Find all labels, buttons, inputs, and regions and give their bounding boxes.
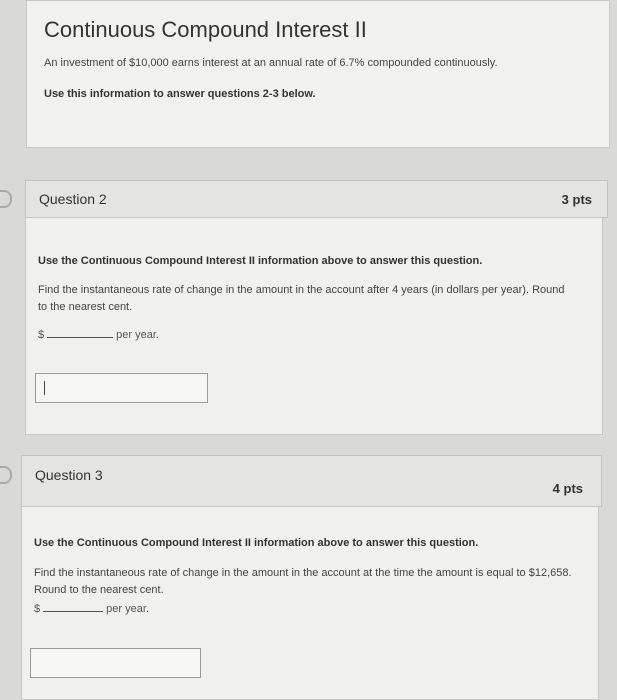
question-3-answer-input[interactable] [30,648,201,678]
question-2-answer-input[interactable] [35,373,208,403]
question-2-title: Question 2 [39,191,107,207]
question-2-points: 3 pts [561,192,592,207]
intro-card [26,0,610,148]
question-2-unit: per year. [116,329,159,341]
question-2-dollar-sign: $ [38,329,45,341]
question-2-text: Find the instantaneous rate of change in the amount in the account after 4 years (in dollars per year). Round to the nearest cent. [38,284,565,313]
question-2-flag-icon[interactable] [0,190,12,208]
question-3-instruction: Use the Continuous Compound Interest II information above to answer this question. [34,537,479,549]
intro-title: Continuous Compound Interest II [44,17,367,42]
intro-text: An investment of $10,000 earns interest at an annual rate of 6.7% compounded continuously. [44,57,498,69]
question-3-flag-icon[interactable] [0,466,12,484]
question-2-header [25,180,608,218]
question-3-text: Find the instantaneous rate of change in the amount in the account at the time the amount is equal to $12,658. Round to the nearest cent. [34,567,572,596]
question-2-body [25,217,603,435]
question-3-title: Question 3 [35,467,103,483]
question-3-body [21,506,599,700]
question-3-blank [34,603,149,615]
intro-instruction: Use this information to answer questions 2-3 below. [44,88,316,100]
question-3-header [21,455,602,507]
text-caret [44,381,45,395]
question-3-blank-line [43,611,103,612]
question-3-unit: per year. [106,603,149,615]
question-2-blank-line [47,337,113,338]
question-2-blank [38,329,159,341]
question-2-instruction: Use the Continuous Compound Interest II information above to answer this question. [38,255,483,267]
question-3-points: 4 pts [552,481,583,496]
question-3-dollar-sign: $ [34,603,41,615]
